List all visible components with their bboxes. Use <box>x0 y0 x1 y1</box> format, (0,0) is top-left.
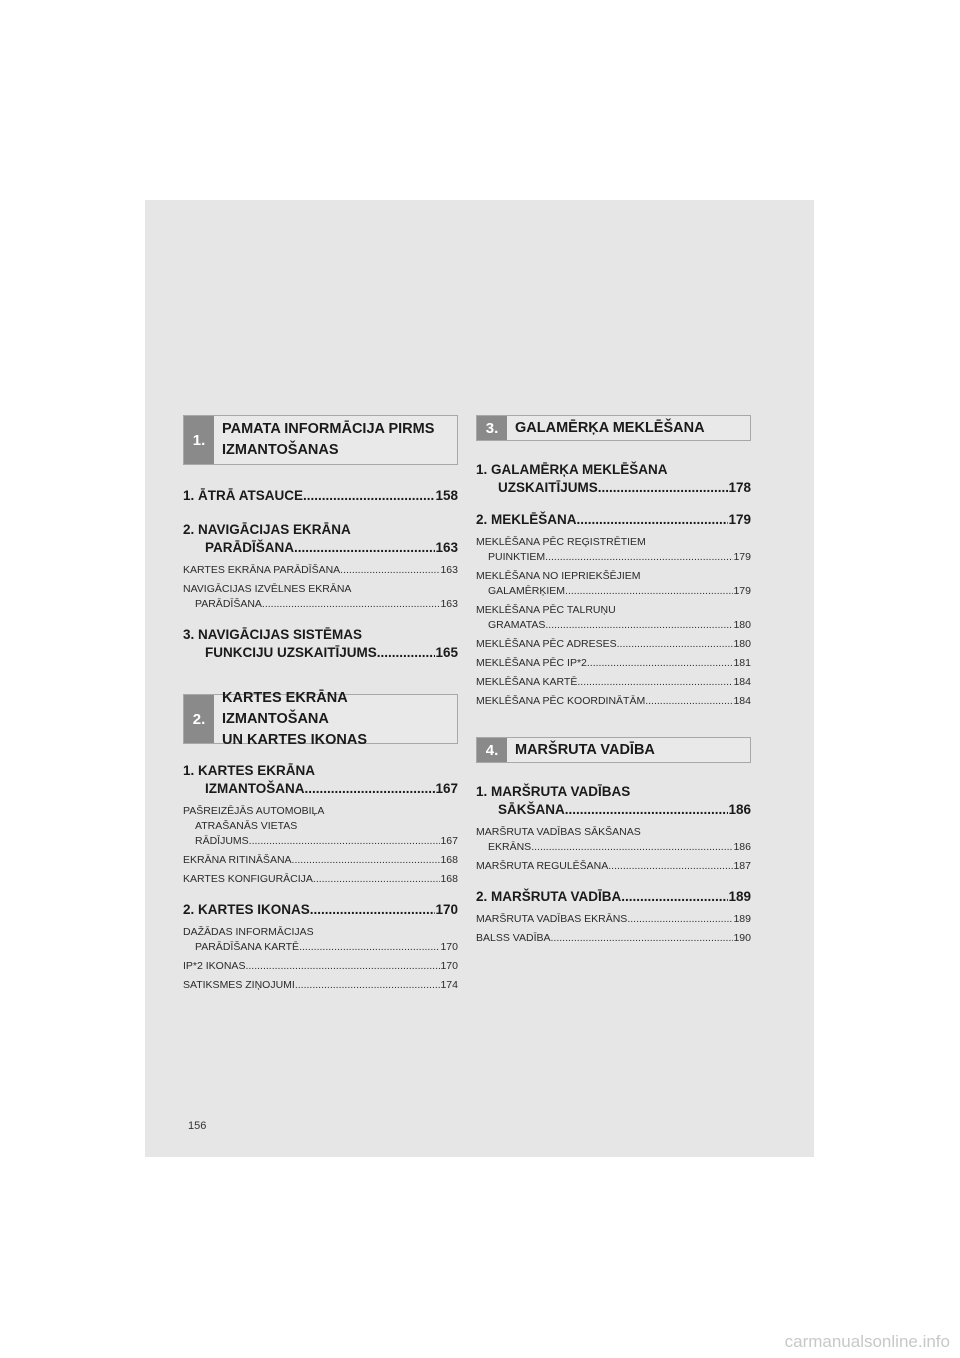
section-number: 4. <box>477 738 507 762</box>
section-title: PAMATA INFORMĀCIJA PIRMS IZMANTOŠANAS <box>222 421 435 458</box>
section-header-2[interactable] <box>183 689 458 748</box>
toc-subentry[interactable]: DAŽĀDAS INFORMĀCIJAS PARĀDĪŠANA KARTĒ ..... 170 <box>183 925 458 955</box>
toc-subentry[interactable]: MEKLĒŠANA PĒC TALRUŅU GRAMATAS ..... 180 <box>476 603 751 633</box>
toc-entry[interactable]: 2. MARŠRUTA VADĪBA ..... 189 <box>476 888 751 906</box>
toc-subentry[interactable]: BALSS VADĪBA ..... 190 <box>476 931 751 946</box>
toc-subentry[interactable]: KARTES KONFIGURĀCIJA ..... 168 <box>183 872 458 887</box>
section-header-3[interactable] <box>476 415 751 441</box>
toc-subentry[interactable]: MEKLĒŠANA PĒC KOORDINĀTĀM ..... 184 <box>476 694 751 709</box>
toc-subentry[interactable]: NAVIGĀCIJAS IZVĒLNES EKRĀNA PARĀDĪŠANA ..... 163 <box>183 582 458 612</box>
page-number: 156 <box>188 1120 207 1132</box>
toc-subentry[interactable]: PAŠREIZĒJĀS AUTOMOBIĻA ATRAŠANĀS VIETAS RĀDĪJUMS ..... 167 <box>183 804 458 849</box>
toc-entry[interactable]: 1. MARŠRUTA VADĪBAS SĀKŠANA ..... 186 <box>476 783 751 819</box>
toc-subentry[interactable]: MARŠRUTA REGULĒŠANA ..... 187 <box>476 859 751 874</box>
toc-subentry[interactable]: MEKLĒŠANA PĒC ADRESES ..... 180 <box>476 637 751 652</box>
toc-entry[interactable]: 1. KARTES EKRĀNA IZMANTOŠANA ..... 167 <box>183 762 458 798</box>
toc-entry[interactable]: 2. MEKLĒŠANA ..... 179 <box>476 511 751 529</box>
section-header-4[interactable] <box>476 737 751 763</box>
section-title: GALAMĒRĶA MEKLĒŠANA <box>515 419 705 436</box>
toc-subentry[interactable]: MEKLĒŠANA PĒC IP*2 ..... 181 <box>476 656 751 671</box>
section-number: 3. <box>477 416 507 440</box>
section-title: MARŠRUTA VADĪBA <box>515 741 655 758</box>
section-number: 1. <box>184 416 214 464</box>
toc-subentry[interactable]: IP*2 IKONAS ..... 170 <box>183 959 458 974</box>
toc-subentry[interactable]: MARŠRUTA VADĪBAS EKRĀNS ..... 189 <box>476 912 751 927</box>
toc-subentry[interactable]: MARŠRUTA VADĪBAS SĀKŠANAS EKRĀNS ..... 186 <box>476 825 751 855</box>
toc-subentry[interactable]: MEKLĒŠANA PĒC REĢISTRĒTIEM PUINKTIEM ..... 179 <box>476 535 751 565</box>
section-title: KARTES EKRĀNA IZMANTOŠANA UN KARTES IKONAS <box>222 689 368 748</box>
toc-entry[interactable]: 1. ĀTRĀ ATSAUCE ..... 158 <box>183 487 458 505</box>
right-column <box>476 415 751 946</box>
left-column <box>183 415 458 993</box>
toc-subentry[interactable]: MEKLĒŠANA NO IEPRIEKŠĒJIEM GALAMĒRĶIEM ..... 179 <box>476 569 751 599</box>
toc-entry[interactable]: 2. KARTES IKONAS ..... 170 <box>183 901 458 919</box>
toc-entry[interactable]: 3. NAVIGĀCIJAS SISTĒMAS FUNKCIJU UZSKAITĪJUMS ..... 165 <box>183 626 458 662</box>
toc-subentry[interactable]: SATIKSMES ZIŅOJUMI ..... 174 <box>183 978 458 993</box>
toc-subentry[interactable]: EKRĀNA RITINĀŠANA ..... 168 <box>183 853 458 868</box>
toc-entry[interactable]: 1. GALAMĒRĶA MEKLĒŠANA UZSKAITĪJUMS ..... 178 <box>476 461 751 497</box>
toc-entry[interactable]: 2. NAVIGĀCIJAS EKRĀNA PARĀDĪŠANA ..... 163 <box>183 521 458 557</box>
section-number: 2. <box>184 695 214 743</box>
watermark: carmanualsonline.info <box>784 1332 950 1351</box>
toc-subentry[interactable]: KARTES EKRĀNA PARĀDĪŠANA ..... 163 <box>183 563 458 578</box>
toc-subentry[interactable]: MEKLĒŠANA KARTĒ ..... 184 <box>476 675 751 690</box>
section-header-1[interactable] <box>183 415 458 465</box>
